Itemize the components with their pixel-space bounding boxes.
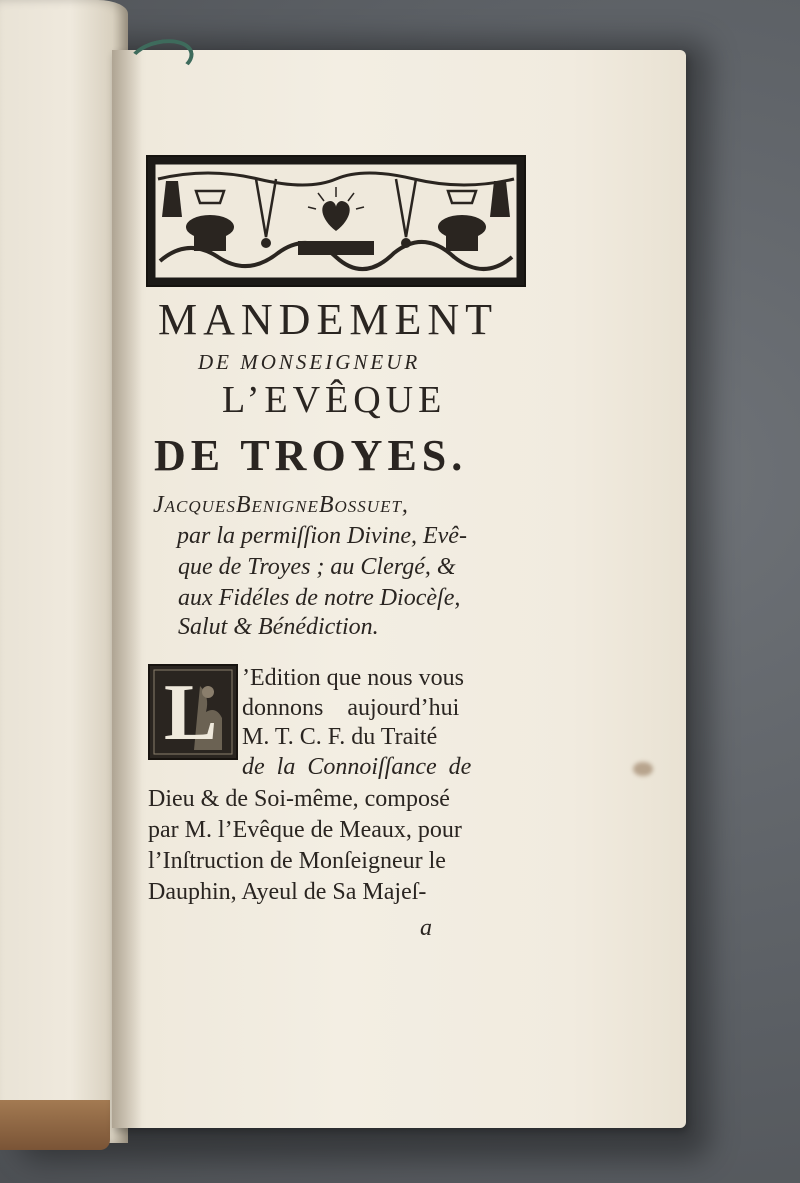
title-mandement: MANDEMENT <box>158 295 498 344</box>
title-de-troyes: DE TROYES. <box>154 431 468 480</box>
left-page <box>0 0 128 1143</box>
address-line: Salut & Bénédiction. <box>178 614 379 640</box>
drop-cap-letter: L <box>164 669 218 757</box>
body-line: Dieu & de Soi-même, composé <box>148 786 450 812</box>
drop-cap-initial <box>148 664 238 760</box>
body-line: donnons aujourd’hui <box>242 695 460 721</box>
address-line: par la permiſſion Divine, Evê- <box>177 523 467 549</box>
headpiece-ornament <box>146 155 526 287</box>
body-line: ’Edition que nous vous <box>242 665 464 691</box>
address-line: que de Troyes ; au Clergé, & <box>178 554 456 580</box>
body-line: par M. l’Evêque de Meaux, pour <box>148 817 462 843</box>
foxing-spot <box>633 762 653 776</box>
body-line: M. T. C. F. du Traité <box>242 724 438 750</box>
title-de-monseigneur: DE MONSEIGNEUR <box>198 350 421 374</box>
ornament-engraving-icon <box>148 157 524 285</box>
body-line: de la Connoiſſance de <box>242 754 472 780</box>
signature-mark: a <box>420 915 432 941</box>
address-line: JacquesBenigneBossuet, <box>153 492 409 518</box>
address-line: aux Fidéles de notre Diocèſe, <box>178 585 461 611</box>
body-line: l’Inſtruction de Monſeigneur le <box>148 848 446 874</box>
title-leveque: L’EVÊQUE <box>222 379 447 421</box>
body-line: Dauphin, Ayeul de Sa Majeſ- <box>148 879 427 905</box>
gutter-shadow <box>112 50 142 1128</box>
book-cover-edge <box>0 1100 110 1150</box>
